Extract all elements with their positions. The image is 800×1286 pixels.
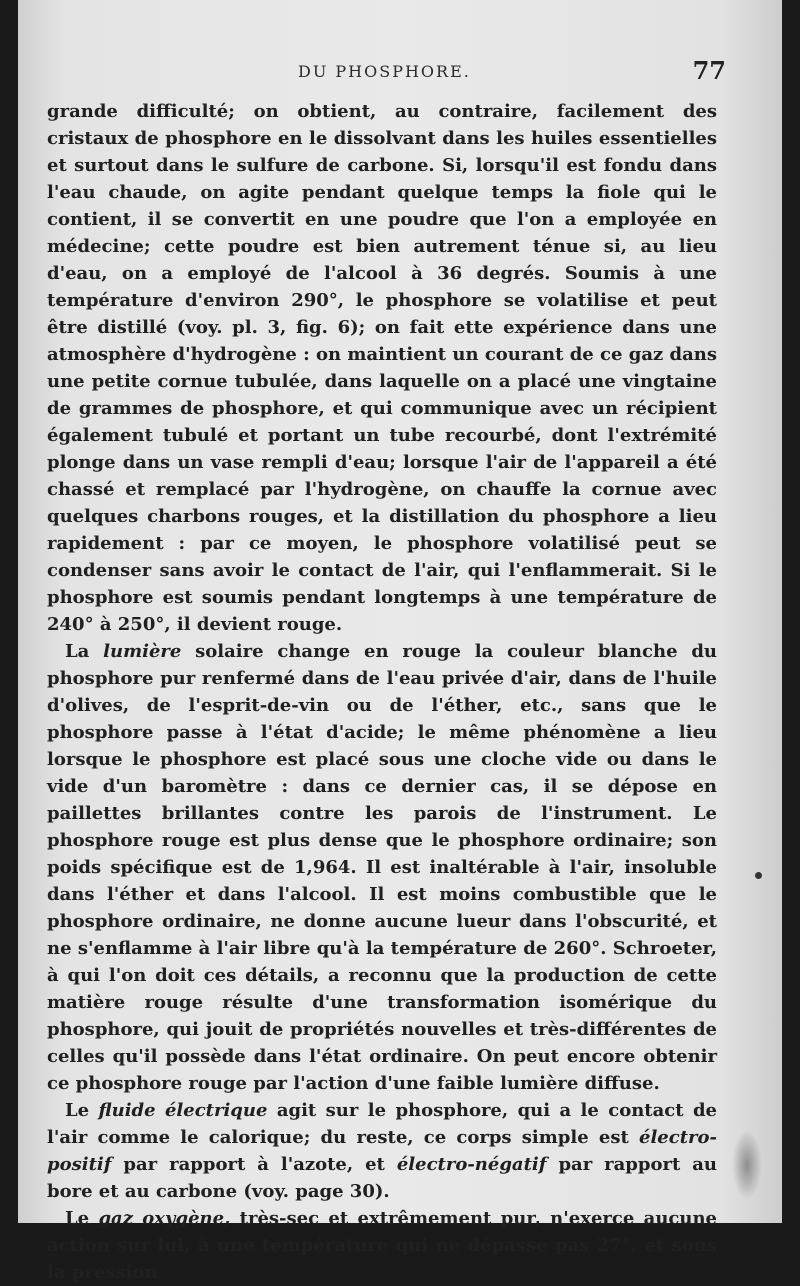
text-run: agit sur le phosphore, qui a le contact de l'air comme le calorique; du reste, ce corps simple est bbox=[47, 1100, 717, 1148]
paragraph-3 bbox=[47, 1097, 717, 1205]
text-run: par rapport au bore et au carbone (voy. page 30). bbox=[47, 1154, 718, 1202]
italic-term: lumière bbox=[103, 641, 182, 662]
text-run: Le bbox=[65, 1208, 99, 1229]
ink-spot bbox=[755, 872, 762, 879]
page-number: 77 bbox=[692, 56, 726, 85]
page-edge-wear bbox=[732, 1130, 762, 1200]
body-text bbox=[47, 98, 717, 1286]
page-header bbox=[18, 56, 782, 92]
text-run: solaire change en rouge la couleur blanche du phosphore pur renfermé dans de l'eau privée d'air, dans de l'huile d'olives, de l'esprit-de-vin ou de l'éther, etc., sans que le phosphore passe à l'état d'acide; le même phénomène a lieu lorsque le phosphore est placé sous une cloche vide ou dans le vide d'un baromètre : dans ce dernier cas, il se dépose en paillettes brillantes contre les parois de l'instrument. Le phosphore rouge est plus dense que le phosphore ordinaire; son poids spécifique est de 1,964. Il est inaltérable à l'air, insoluble dans l'éther et dans l'alcool. Il est moins combustible que le phosphore ordinaire, ne donne aucune lueur dans l'obscurité, et ne s'enflamme à l'air libre qu'à la température de 260°. Schroeter, à qui l'on doit ces détails, a reconnu que la production de cette matière rouge résulte d'une transformation isomérique du phosphore, qui jouit de propriétés nouvelles et très-différentes de celles qu'il possède dans l'état ordinaire. On peut encore obtenir ce phosphore rouge par l'action d'une faible lumière diffuse. bbox=[47, 641, 717, 1094]
text-run: Le bbox=[65, 1100, 99, 1121]
italic-term: électro-négatif bbox=[396, 1154, 547, 1175]
paragraph-4 bbox=[47, 1205, 717, 1286]
italic-term: fluide électrique bbox=[98, 1100, 268, 1121]
text-run: très-sec et extrêmement pur, n'exerce aucune action sur lui, à une température qui ne dépasse pas 27°, et sous la pression bbox=[47, 1208, 717, 1283]
text-run: grande difficulté; on obtient, au contraire, facilement des cristaux de phosphore en le dissolvant dans les huiles essentielles et surtout dans le sulfure de carbone. Si, lorsqu'il est fondu dans l'eau chaude, on agite pendant quelque temps la fiole qui le contient, il se convertit en une poudre que l'on a employée en médecine; cette poudre est bien autrement ténue si, au lieu d'eau, on a employé de l'alcool à 36 degrés. Soumis à une température d'environ 290°, le phosphore se volatilise et peut être distillé (voy. pl. 3, fig. 6); on fait ette expérience dans une atmosphère d'hydrogène : on maintient un courant de ce gaz dans une petite cornue tubulée, dans laquelle on a placé une vingtaine de grammes de phosphore, et qui communique avec un récipient également tubulé et portant un tube recourbé, dont l'extrémité plonge dans un vase rempli d'eau; lorsque l'air de l'appareil a été chassé et remplacé par l'hydrogène, on chauffe la cornue avec quelques charbons rouges, et la distillation du phosphore a lieu rapidement : par ce moyen, le phosphore volatilisé peut se condenser sans avoir le contact de l'air, qui l'enflammerait. Si le phosphore est soumis pendant longtemps à une température de 240° à 250°, il devient rouge. bbox=[47, 101, 717, 635]
paragraph-2 bbox=[47, 638, 717, 1097]
text-run: par rapport à l'azote, et bbox=[111, 1154, 397, 1175]
italic-term: électro-positif bbox=[47, 1127, 717, 1175]
paragraph-1 bbox=[47, 98, 717, 638]
running-title: DU PHOSPHORE. bbox=[298, 62, 471, 81]
italic-term: gaz oxygène, bbox=[98, 1208, 231, 1229]
book-page bbox=[18, 0, 782, 1283]
text-run: La bbox=[65, 641, 104, 662]
